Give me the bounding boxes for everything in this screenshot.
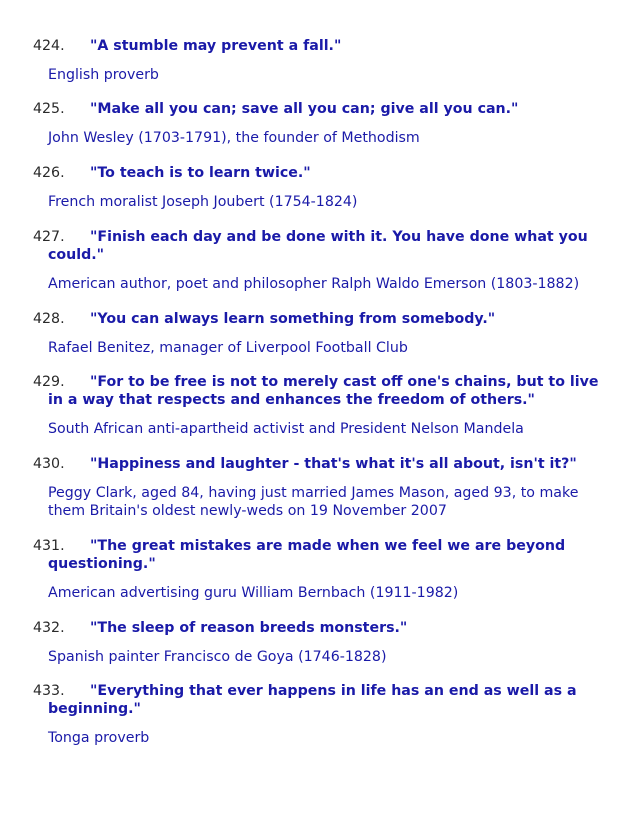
quote-entry <box>33 310 603 357</box>
attribution: Rafael Benitez, manager of Liverpool Football Club <box>48 340 408 356</box>
entry-number: 425. <box>33 101 65 117</box>
quote-text: "Everything that ever happens in life has an end as well as a beginning." <box>48 683 577 717</box>
quote-entry <box>33 228 603 293</box>
quote-entry <box>33 37 603 84</box>
entry-number: 424. <box>33 38 65 54</box>
attribution: American author, poet and philosopher Ralph Waldo Emerson (1803-1882) <box>48 276 580 292</box>
attribution: Peggy Clark, aged 84, having just married James Mason, aged 93, to make them Britain's oldest newly-weds on 19 November 2007 <box>48 485 579 519</box>
entry-number: 430. <box>33 456 65 472</box>
quote-entry <box>33 455 603 520</box>
attribution: English proverb <box>48 67 159 83</box>
attribution: American advertising guru William Bernbach (1911-1982) <box>48 585 459 601</box>
entry-number: 432. <box>33 620 65 636</box>
quote-text: "To teach is to learn twice." <box>90 165 311 181</box>
quote-entry <box>33 682 603 747</box>
quote-entry <box>33 164 603 211</box>
attribution: South African anti-apartheid activist and President Nelson Mandela <box>48 421 524 437</box>
entry-number: 427. <box>33 229 65 245</box>
quote-entry <box>33 537 603 602</box>
quote-text: "The great mistakes are made when we feel we are beyond questioning." <box>48 538 566 572</box>
entry-number: 428. <box>33 311 65 327</box>
attribution: French moralist Joseph Joubert (1754-1824) <box>48 194 358 210</box>
quote-text: "Happiness and laughter - that's what it's all about, isn't it?" <box>90 456 577 472</box>
quote-entry <box>33 373 603 438</box>
quote-text: "Finish each day and be done with it. You have done what you could." <box>48 229 588 263</box>
quote-text: "You can always learn something from somebody." <box>90 311 496 327</box>
quote-text: "A stumble may prevent a fall." <box>90 38 342 54</box>
entry-number: 433. <box>33 683 65 699</box>
quote-text: "The sleep of reason breeds monsters." <box>90 620 408 636</box>
attribution: Spanish painter Francisco de Goya (1746-1828) <box>48 649 387 665</box>
entry-number: 431. <box>33 538 65 554</box>
entry-number: 429. <box>33 374 65 390</box>
attribution: John Wesley (1703-1791), the founder of Methodism <box>48 130 420 146</box>
attribution: Tonga proverb <box>48 730 150 746</box>
quote-entry <box>33 619 603 666</box>
quote-text: "For to be free is not to merely cast off one's chains, but to live in a way that respects and enhances the freedom of others." <box>48 374 599 408</box>
entry-number: 426. <box>33 165 65 181</box>
quote-text: "Make all you can; save all you can; give all you can." <box>90 101 519 117</box>
quote-entry <box>33 100 603 147</box>
